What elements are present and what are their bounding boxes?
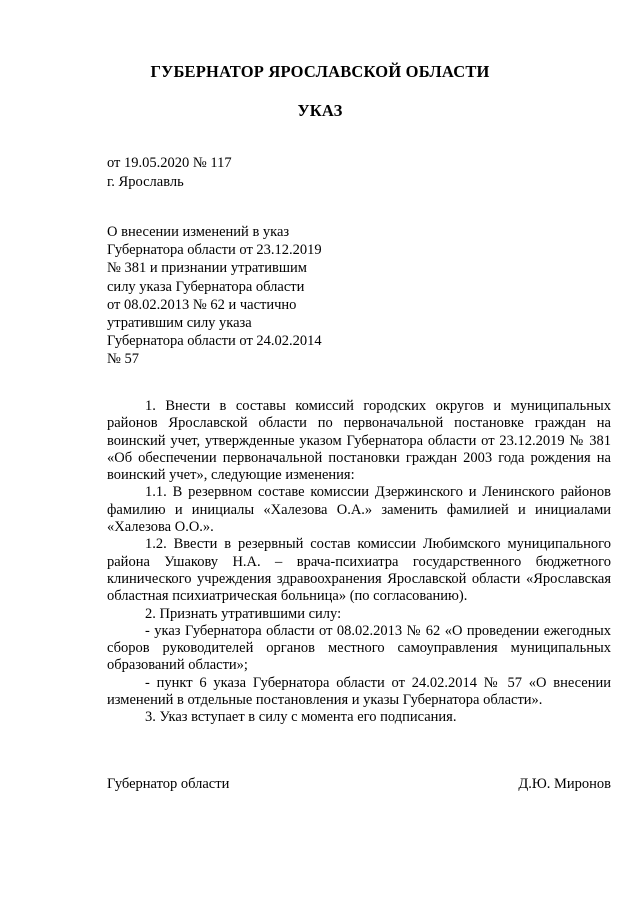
- body-paragraph: - указ Губернатора области от 08.02.2013 № 62 «О проведении ежегодных сборов руководителей органов местного самоуправления муниципальных образований области»;: [107, 622, 611, 674]
- body-paragraph: 2. Признать утратившими силу:: [145, 605, 342, 622]
- document-body: [107, 398, 611, 727]
- subject-line: от 08.02.2013 № 62 и частично: [107, 296, 297, 313]
- subject-line: Губернатора области от 24.02.2014: [107, 333, 322, 350]
- body-paragraph: 1.2. Ввести в резервный состав комиссии Любимского муниципального района Ушакову Н.А. – врача-психиатра государственного бюджетного клинического учреждения здравоохранения Ярославской области «Ярославская областная психиатрическая больница» (по согласованию).: [107, 536, 611, 605]
- body-paragraph: 3. Указ вступает в силу с момента его подписания.: [145, 709, 457, 726]
- signature-name: Д.Ю. Миронов: [518, 776, 611, 792]
- subject-line: силу указа Губернатора области: [107, 278, 305, 295]
- document-city: г. Ярославль: [107, 174, 184, 190]
- subject-line: Губернатора области от 23.12.2019: [107, 242, 322, 259]
- body-paragraph: 1. Внести в составы комиссий городских округов и муниципальных районов Ярославской области по первоначальной постановке граждан на воинский учет, утвержденные указом Губернатора области от 23.12.2019 № 381 «Об обеспечении первоначальной постановки граждан 2003 года рождения на воинский учет», следующие изменения:: [107, 398, 611, 484]
- document-date-number: от 19.05.2020 № 117: [107, 155, 232, 171]
- body-paragraph: 1.1. В резервном составе комиссии Дзержинского и Ленинского районов фамилию и инициалы «Халезова О.А.» заменить фамилией и инициалами «Халезова О.О.».: [107, 484, 611, 536]
- signature-title: Губернатор области: [107, 776, 230, 792]
- document-subject: [107, 223, 347, 369]
- document-header-title: ГУБЕРНАТОР ЯРОСЛАВСКОЙ ОБЛАСТИ: [150, 62, 490, 81]
- document-type-title: УКАЗ: [297, 101, 343, 120]
- subject-line: утратившим силу указа: [107, 315, 252, 332]
- subject-line: № 381 и признании утратившим: [107, 260, 307, 277]
- subject-line: № 57: [107, 351, 139, 368]
- subject-line: О внесении изменений в указ: [107, 224, 290, 240]
- body-paragraph: - пункт 6 указа Губернатора области от 24.02.2014 № 57 «О внесении изменений в отдельные постановления и указы Губернатора области».: [107, 674, 611, 709]
